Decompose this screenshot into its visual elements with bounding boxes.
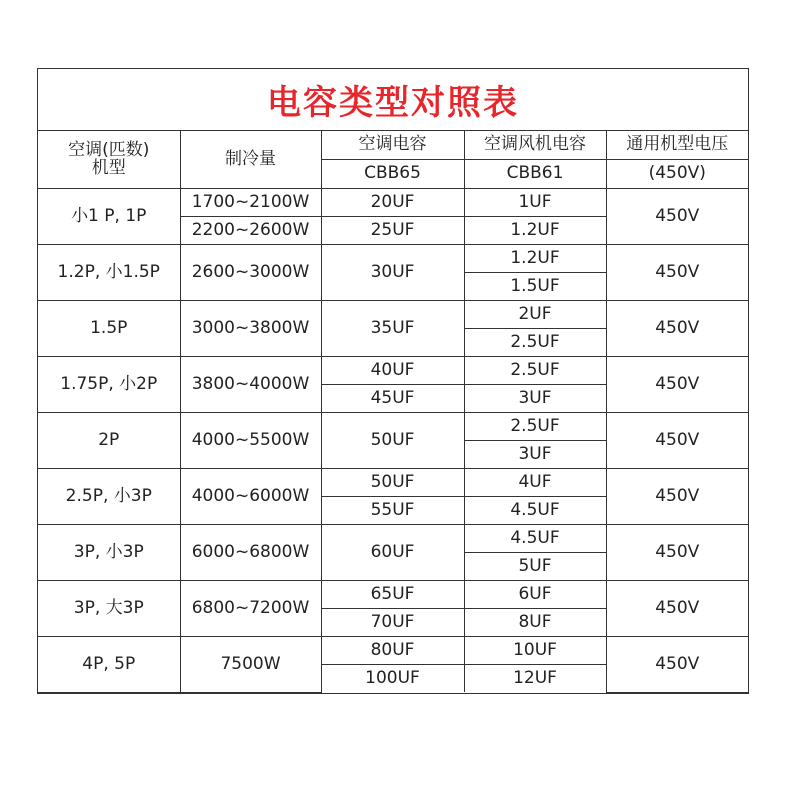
table-row [38,188,748,216]
fan-capacitor-cell: 1.2UF [464,216,606,244]
table-row [38,636,748,664]
fan-capacitor-cell: 3UF [464,440,606,468]
ac-capacitor-cell: 100UF [321,664,464,692]
model-cell: 2.5P, 小3P [38,468,180,524]
header-ac-type: CBB65 [321,159,464,188]
ac-capacitor-cell: 50UF [321,412,464,468]
fan-capacitor-cell: 4.5UF [464,496,606,524]
cooling-cell: 3800~4000W [180,356,321,412]
header-model [38,131,180,188]
voltage-cell: 450V [606,636,748,692]
voltage-cell: 450V [606,300,748,356]
fan-capacitor-cell: 4UF [464,468,606,496]
fan-capacitor-cell: 10UF [464,636,606,664]
capacitor-grid [38,131,748,693]
fan-capacitor-cell: 2UF [464,300,606,328]
fan-capacitor-cell: 12UF [464,664,606,692]
table-row [38,580,748,608]
capacitor-table [37,68,749,694]
model-cell: 1.75P, 小2P [38,356,180,412]
fan-capacitor-cell: 3UF [464,384,606,412]
fan-capacitor-cell: 2.5UF [464,328,606,356]
fan-capacitor-cell: 1UF [464,188,606,216]
cooling-cell: 7500W [180,636,321,692]
fan-capacitor-cell: 1.5UF [464,272,606,300]
fan-capacitor-cell: 8UF [464,608,606,636]
ac-capacitor-cell: 25UF [321,216,464,244]
model-cell: 1.2P, 小1.5P [38,244,180,300]
header-voltage: 通用机型电压 [606,131,748,159]
voltage-cell: 450V [606,412,748,468]
cooling-cell: 4000~6000W [180,468,321,524]
cooling-cell: 6800~7200W [180,580,321,636]
voltage-cell: 450V [606,356,748,412]
model-cell: 3P, 小3P [38,524,180,580]
fan-capacitor-cell: 2.5UF [464,412,606,440]
header-voltage-value: (450V) [606,159,748,188]
cooling-cell: 1700~2100W [180,188,321,216]
ac-capacitor-cell: 30UF [321,244,464,300]
ac-capacitor-cell: 50UF [321,468,464,496]
table-row [38,300,748,328]
cooling-cell: 2600~3000W [180,244,321,300]
model-cell: 4P, 5P [38,636,180,692]
header-row [38,131,748,159]
header-fan-capacitor: 空调风机电容 [464,131,606,159]
cooling-cell: 2200~2600W [180,216,321,244]
model-cell: 2P [38,412,180,468]
header-cooling: 制冷量 [180,131,321,188]
voltage-cell: 450V [606,524,748,580]
ac-capacitor-cell: 60UF [321,524,464,580]
table-title: 电容类型对照表 [38,69,748,131]
fan-capacitor-cell: 2.5UF [464,356,606,384]
fan-capacitor-cell: 1.2UF [464,244,606,272]
table-row [38,524,748,552]
ac-capacitor-cell: 35UF [321,300,464,356]
table-row [38,356,748,384]
header-model-line1: 空调(匹数) [68,139,150,160]
model-cell: 1.5P [38,300,180,356]
header-model-line2: 机型 [91,158,126,179]
voltage-cell: 450V [606,244,748,300]
voltage-cell: 450V [606,468,748,524]
ac-capacitor-cell: 55UF [321,496,464,524]
model-cell: 3P, 大3P [38,580,180,636]
ac-capacitor-cell: 65UF [321,580,464,608]
ac-capacitor-cell: 45UF [321,384,464,412]
fan-capacitor-cell: 6UF [464,580,606,608]
fan-capacitor-cell: 5UF [464,552,606,580]
cooling-cell: 6000~6800W [180,524,321,580]
fan-capacitor-cell: 4.5UF [464,524,606,552]
ac-capacitor-cell: 40UF [321,356,464,384]
cooling-cell: 3000~3800W [180,300,321,356]
header-ac-capacitor: 空调电容 [321,131,464,159]
ac-capacitor-cell: 20UF [321,188,464,216]
table-row [38,244,748,272]
header-fan-type: CBB61 [464,159,606,188]
table-row [38,412,748,440]
voltage-cell: 450V [606,188,748,244]
ac-capacitor-cell: 70UF [321,608,464,636]
ac-capacitor-cell: 80UF [321,636,464,664]
table-row [38,468,748,496]
voltage-cell: 450V [606,580,748,636]
cooling-cell: 4000~5500W [180,412,321,468]
model-cell: 小1 P, 1P [38,188,180,244]
